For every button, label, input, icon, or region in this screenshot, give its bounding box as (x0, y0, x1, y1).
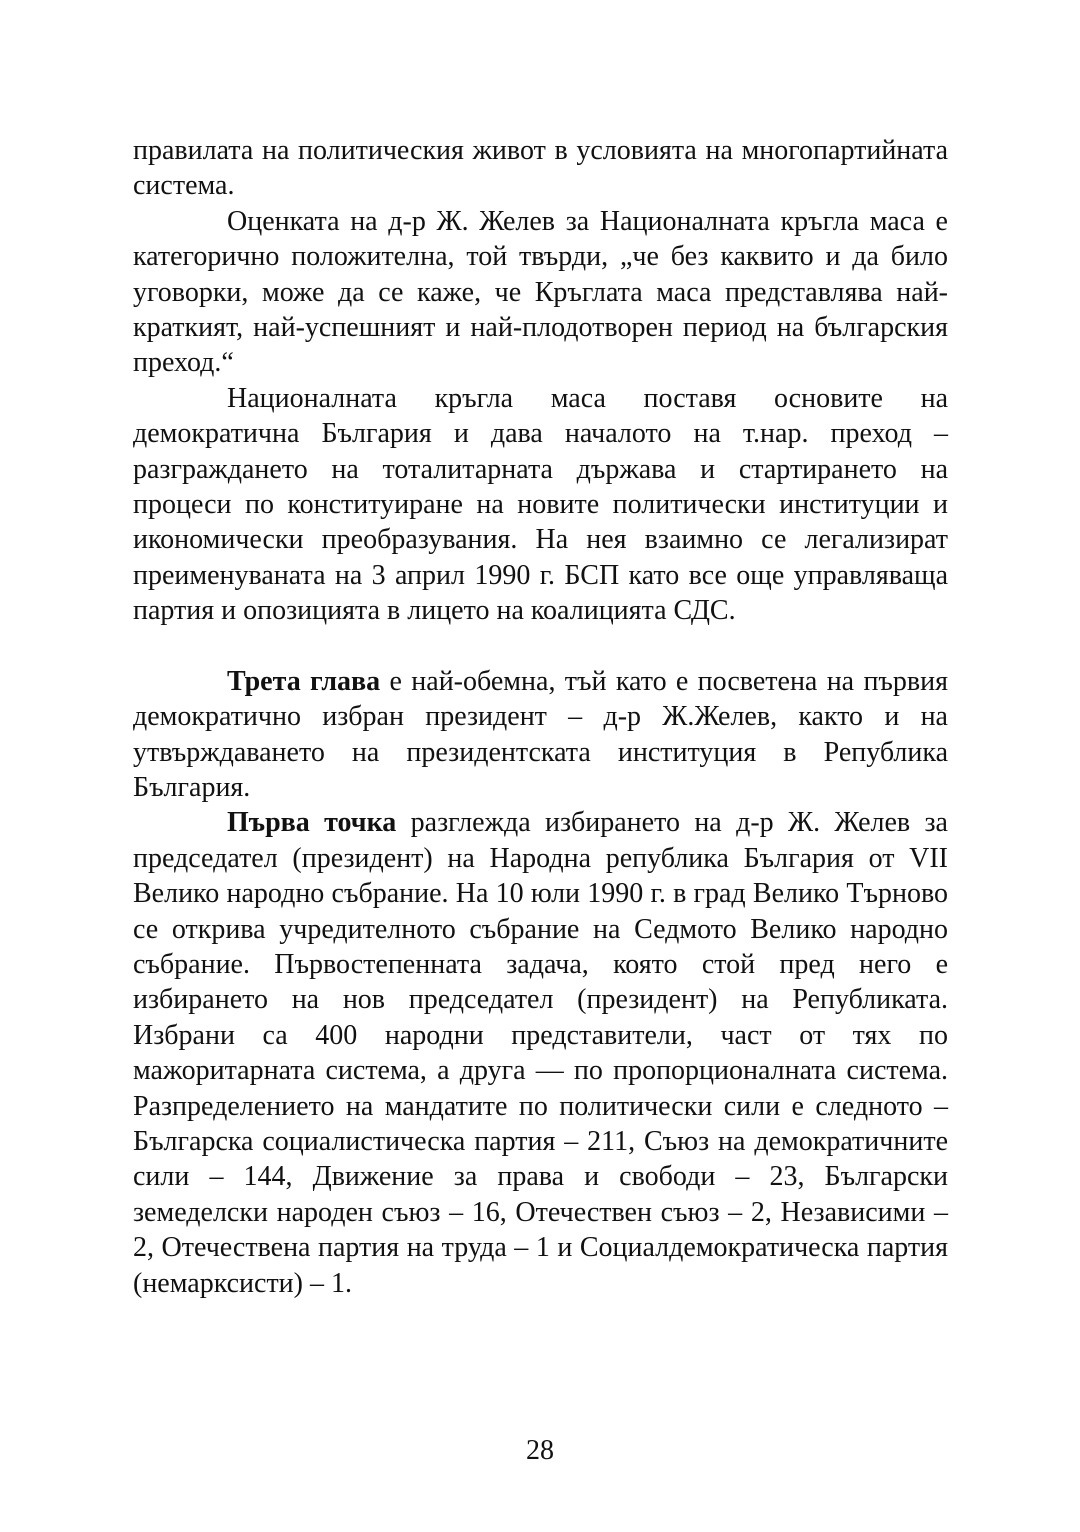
paragraph-chapter-three (133, 664, 948, 806)
paragraph-text: правилата на политическия живот в условията на многопартийната система. (133, 135, 948, 202)
paragraph-round-table (133, 381, 948, 629)
body-text (133, 133, 948, 1301)
paragraph-point-one (133, 805, 948, 1301)
paragraph-lead-bold: Първа точка (227, 807, 397, 839)
paragraph-spacer (133, 629, 948, 664)
paragraph-text: разглежда избирането на д-р Ж. Желев за председател (президент) на Народна република България от VII Велико народно събрание. На 10 юли 1990 г. в град Велико Търново се открива учредителното събрание на Седмото Велико народно събрание. Първостепенната задача, която стой пред него е избирането на нов председател (президент) на Републиката. Избрани са 400 народни представители, част от тях по мажоритарната система, а друга — по пропорционалната система. Разпределението на мандатите по политически сили е следното – Българска социалистическа партия – 211, Съюз на демократичните сили – 144, Движение за права и свободи – 23, Български земеделски народен съюз – 16, Отечествен съюз – 2, Независими – 2, Отечествена партия на труда – 1 и Социалдемократическа партия (немарксисти) – 1. (133, 807, 948, 1299)
paragraph-lead-bold: Трета глава (227, 665, 381, 697)
paragraph-continuation (133, 133, 948, 204)
paragraph-zhelev-assessment (133, 204, 948, 381)
paragraph-text: е най-обемна, тъй като е посветена на първия демократично избран президент – д-р Ж.Желев, както и на утвърждаването на президентската институция в Република България. (133, 665, 948, 803)
page-number: 28 (526, 1435, 554, 1466)
paragraph-text: Оценката на д-р Ж. Желев за Националната кръгла маса е категорично положителна, той твърди, „че без каквито и да било уговорки, може да се каже, че Кръглата маса представлява най-краткият, най-успешният и най-плодотворен период на българския преход.“ (133, 205, 948, 379)
paragraph-text: Националната кръгла маса поставя основите на демократична България и дава началото на т.нар. преход – разграждането на тоталитарната държава и стартирането на процеси по конституиране на новите политически институции и икономически преобразувания. На нея взаимно се легализират преименуваната на 3 април 1990 г. БСП като все още управляваща партия и опозицията в лицето на коалицията СДС. (133, 382, 948, 627)
